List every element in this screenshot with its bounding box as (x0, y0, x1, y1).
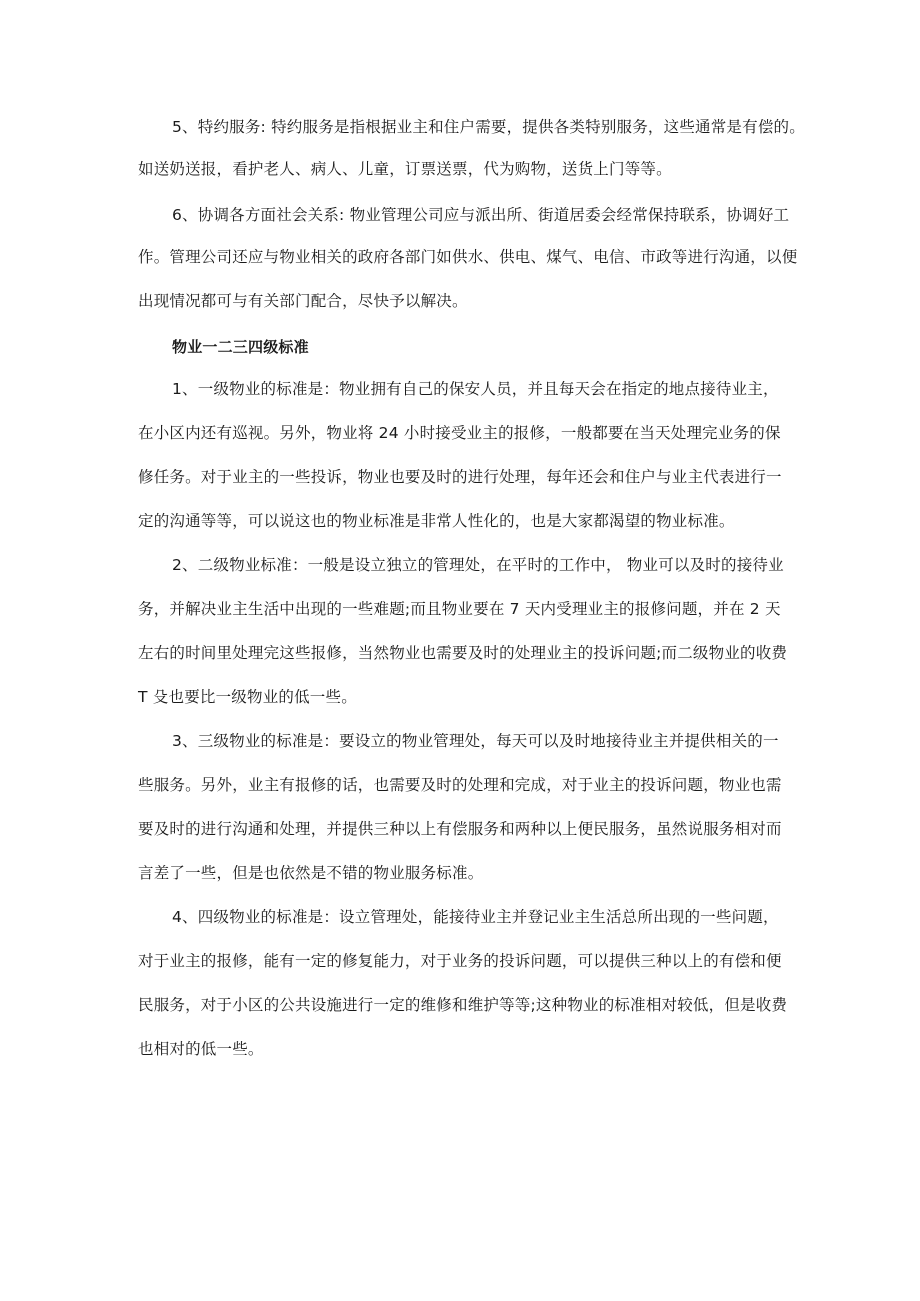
level-4-line-1: 4、四级物业的标准是：设立管理处，能接待业主并登记业主生活总所出现的一些问题， (172, 908, 779, 926)
level-2-line-2: 务，并解决业主生活中出现的一些难题;而且物业要在 7 天内受理业主的报修问题，并在 2 天 (138, 600, 781, 618)
level-1-line-4: 定的沟通等等，可以说这也的物业标准是非常人性化的，也是大家都渴望的物业标准。 (138, 512, 735, 530)
paragraph-6-line-1: 6、协调各方面社会关系: 物业管理公司应与派出所、街道居委会经常保持联系，协调好工 (172, 206, 790, 224)
level-3-line-2: 些服务。另外，业主有报修的话，也需要及时的处理和完成，对于业主的投诉问题，物业也需 (138, 776, 782, 794)
paragraph-5-line-2: 如送奶送报，看护老人、病人、儿童，订票送票，代为购物，送货上门等等。 (138, 160, 672, 178)
level-2-line-4: T 殳也要比一级物业的低一些。 (138, 688, 357, 706)
level-3-line-3: 要及时的进行沟通和处理，并提供三种以上有偿服务和两种以上便民服务，虽然说服务相对而 (138, 820, 782, 838)
paragraph-6-line-2: 作。管理公司还应与物业相关的政府各部门如供水、供电、煤气、电信、市政等进行沟通，以便 (138, 248, 798, 266)
level-3-line-4: 言差了一些，但是也依然是不错的物业服务标准。 (138, 864, 484, 882)
level-4-line-4: 也相对的低一些。 (138, 1040, 264, 1058)
level-1-line-2: 在小区内还有巡视。另外，物业将 24 小时接受业主的报修，一般都要在当天处理完业务的保 (138, 424, 781, 442)
level-4-line-3: 民服务，对于小区的公共设施进行一定的维修和维护等等;这种物业的标准相对较低，但是收费 (138, 996, 788, 1014)
level-1-line-1: 1、一级物业的标准是：物业拥有自己的保安人员，并且每天会在指定的地点接待业主， (172, 380, 779, 398)
level-2-line-1: 2、二级物业标准：一般是设立独立的管理处，在平时的工作中， 物业可以及时的接待业 (172, 556, 784, 574)
paragraph-6-line-3: 出现情况都可与有关部门配合，尽快予以解决。 (138, 292, 468, 310)
paragraph-5-line-1: 5、特约服务: 特约服务是指根据业主和住户需要，提供各类特别服务，这些通常是有偿的。 (172, 118, 805, 136)
section-heading: 物业一二三四级标准 (172, 338, 309, 356)
level-3-line-1: 3、三级物业的标准是：要设立的物业管理处，每天可以及时地接待业主并提供相关的一 (172, 732, 779, 750)
level-1-line-3: 修任务。对于业主的一些投诉，物业也要及时的进行处理，每年还会和住户与业主代表进行一 (138, 468, 782, 486)
level-4-line-2: 对于业主的报修，能有一定的修复能力，对于业务的投诉问题，可以提供三种以上的有偿和便 (138, 952, 782, 970)
level-2-line-3: 左右的时间里处理完这些报修，当然物业也需要及时的处理业主的投诉问题;而二级物业的收费 (138, 644, 788, 662)
